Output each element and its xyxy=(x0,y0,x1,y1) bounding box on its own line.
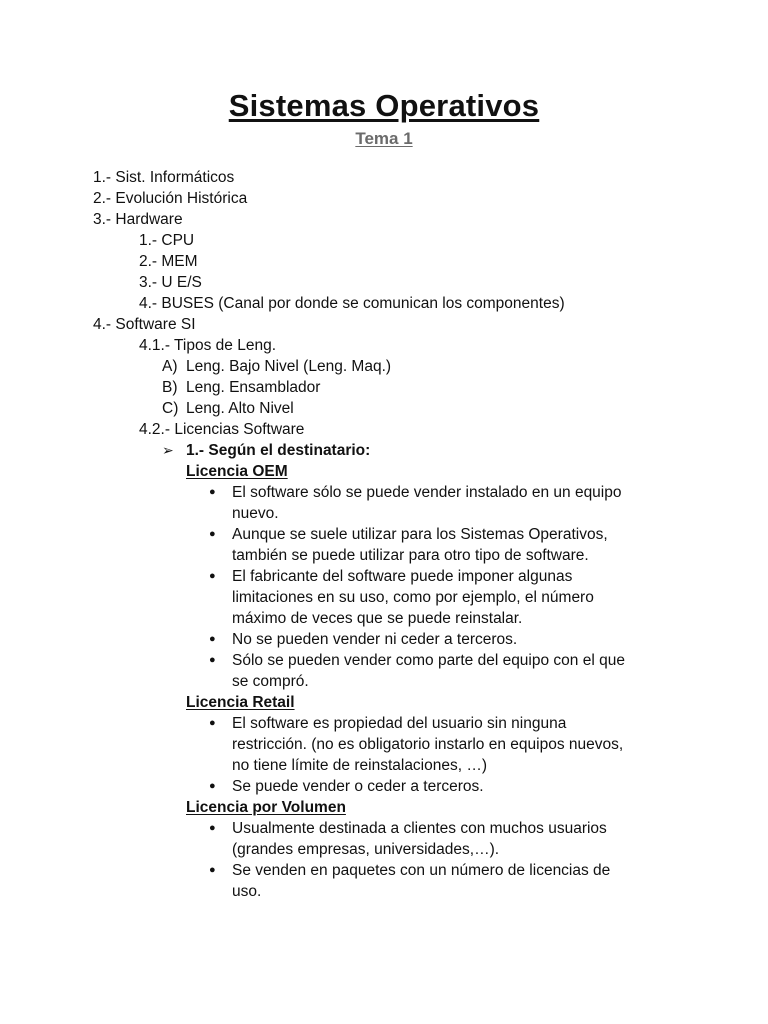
outline-item: 2.- Evolución Histórica xyxy=(93,190,248,207)
bullet-icon: ● xyxy=(209,570,216,582)
bullet-line xyxy=(0,713,768,734)
bullet-line xyxy=(0,524,768,545)
bullet-line xyxy=(0,839,768,860)
license-heading-oem: Licencia OEM xyxy=(186,463,288,480)
bullet-text: Usualmente destinada a clientes con muchos usuarios xyxy=(232,820,607,837)
document-body xyxy=(0,167,768,902)
bullet-text: Sólo se pueden vender como parte del equipo con el que xyxy=(232,652,625,669)
lang-type-item xyxy=(0,356,768,377)
bullet-line xyxy=(0,545,768,566)
bullet-text: se compró. xyxy=(232,673,309,690)
bullet-line xyxy=(0,818,768,839)
bullet-line xyxy=(0,587,768,608)
license-heading-retail: Licencia Retail xyxy=(186,694,295,711)
bullet-line xyxy=(0,860,768,881)
bullet-line xyxy=(0,566,768,587)
lang-type-text: Leng. Alto Nivel xyxy=(186,400,294,417)
outline-item: 4.- Software SI xyxy=(93,316,196,333)
bullet-line xyxy=(0,734,768,755)
document-subtitle: Tema 1 xyxy=(355,129,413,148)
lang-type-text: Leng. Ensamblador xyxy=(186,379,321,396)
bullet-icon: ● xyxy=(209,486,216,498)
outline-item: 3.- Hardware xyxy=(93,211,183,228)
bullet-text: también se puede utilizar para otro tipo de software. xyxy=(232,547,589,564)
hardware-item: 3.- U E/S xyxy=(139,274,202,291)
bullet-icon: ● xyxy=(209,822,216,834)
bullet-text: El software es propiedad del usuario sin ninguna xyxy=(232,715,567,732)
subsection-heading: 4.2.- Licencias Software xyxy=(139,421,305,438)
bullet-line xyxy=(0,881,768,902)
bullet-text: máximo de veces que se puede reinstalar. xyxy=(232,610,523,627)
bullet-icon: ● xyxy=(209,780,216,792)
hardware-item: 4.- BUSES (Canal por donde se comunican los componentes) xyxy=(139,295,565,312)
arrow-bullet-icon: ➢ xyxy=(162,442,174,458)
bullet-icon: ● xyxy=(209,528,216,540)
bullet-line xyxy=(0,629,768,650)
bullet-line xyxy=(0,671,768,692)
bullet-icon: ● xyxy=(209,654,216,666)
hardware-item: 2.- MEM xyxy=(139,253,198,270)
bullet-line xyxy=(0,503,768,524)
bullet-text: El fabricante del software puede imponer algunas xyxy=(232,568,573,585)
bullet-text: restricción. (no es obligatorio instarlo en equipos nuevos, xyxy=(232,736,624,753)
list-marker: C) xyxy=(162,400,179,417)
bullet-text: El software sólo se puede vender instalado en un equipo xyxy=(232,484,622,501)
bullet-text: Aunque se suele utilizar para los Sistemas Operativos, xyxy=(232,526,608,543)
bullet-text: Se puede vender o ceder a terceros. xyxy=(232,778,484,795)
bullet-line xyxy=(0,755,768,776)
bullet-icon: ● xyxy=(209,717,216,729)
outline-item: 1.- Sist. Informáticos xyxy=(93,169,235,186)
destinatario-heading-row xyxy=(0,440,768,461)
destinatario-heading: 1.- Según el destinatario: xyxy=(186,442,371,459)
bullet-line xyxy=(0,608,768,629)
bullet-text: (grandes empresas, universidades,…). xyxy=(232,841,500,858)
subsection-heading: 4.1.- Tipos de Leng. xyxy=(139,337,277,354)
hardware-item: 1.- CPU xyxy=(139,232,195,249)
bullet-text: No se pueden vender ni ceder a terceros. xyxy=(232,631,518,648)
bullet-text: limitaciones en su uso, como por ejemplo, el número xyxy=(232,589,594,606)
bullet-line xyxy=(0,482,768,503)
license-heading-volumen: Licencia por Volumen xyxy=(186,799,346,816)
bullet-icon: ● xyxy=(209,633,216,645)
list-marker: B) xyxy=(162,379,178,396)
bullet-text: nuevo. xyxy=(232,505,279,522)
document-title: Sistemas Operativos xyxy=(228,88,540,123)
bullet-text: uso. xyxy=(232,883,262,900)
lang-type-item xyxy=(0,398,768,419)
bullet-text: Se venden en paquetes con un número de licencias de xyxy=(232,862,611,879)
list-marker: A) xyxy=(162,358,178,375)
bullet-text: no tiene límite de reinstalaciones, …) xyxy=(232,757,488,774)
lang-type-item xyxy=(0,377,768,398)
bullet-line xyxy=(0,650,768,671)
lang-type-text: Leng. Bajo Nivel (Leng. Maq.) xyxy=(186,358,392,375)
bullet-line xyxy=(0,776,768,797)
bullet-icon: ● xyxy=(209,864,216,876)
